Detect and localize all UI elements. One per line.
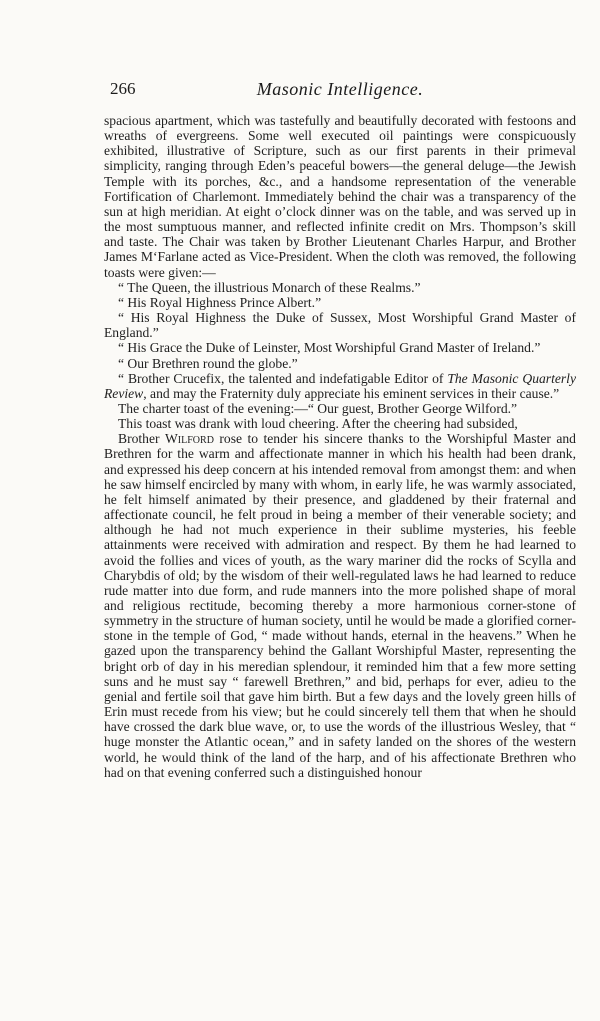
speaker-name: Wilford [164, 431, 214, 447]
body-text [104, 113, 576, 780]
toast-crucefix: “ Brother Crucefix, the talented and indefatigable Editor of The Masonic Quarterly Review, and may the Fraternity duly appreciate his eminent services in their cause.” [104, 370, 576, 401]
toast-duke-of-leinster: “ His Grace the Duke of Leinster, Most Worshipful Grand Master of Ireland.” [118, 340, 541, 356]
paragraph-wilford-speech: Brother Wilford rose to tender his sincere thanks to the Worshipful Master and Brethren for the warm and affectionate manner in which his health had been drank, and expressed his deep concern at his intended removal from amongst them: and when he saw himself encircled by many with whom, in early life, he was warmly associated, he felt himself animated by their presence, and gladdened by their fraternal and affectionate council, he felt proud in being a member of their venerable society; and although he had not much experience in their sublime mysteries, his feeble attainments were received with admiration and respect. By them he had learned to avoid the follies and vices of youth, as the wary mariner did the rocks of Scylla and Charybdis of old; by the wisdom of their well-regulated laws he had learned to reduce rude matter into due form, and rude manners into the more polished shape of moral and religious rectitude, becoming thereby a more harmonious corner-stone of symmetry in the structure of human society, until he would be made a glorified corner-stone in the temple of God, “ made without hands, eternal in the heavens.” When he gazed upon the transparency behind the Gallant Worshipful Master, representing the bright orb of day in his meredian splendour, it reminded him that a few more setting suns and he must say “ farewell Brethren,” and bid, perhaps for ever, adieu to the genial and fertile soil that gave him birth. But a few days and the lovely green hills of Erin must recede from his view; but he could sincerely tell them that when he should have crossed the dark blue wave, or, to use the words of the illustrious Wesley, that “ huge monster the Atlantic ocean,” and in safety landed on the shores of the western world, he would think of the land of the harp, and of his affectionate Brethren who had on that evening conferred such a distinguished honour [104, 431, 576, 780]
page-number: 266 [110, 79, 136, 98]
paragraph-cheering: This toast was drank with loud cheering. After the cheering had subsided, [118, 416, 518, 432]
toast-brethren: “ Our Brethren round the globe.” [118, 355, 298, 371]
page-header [104, 79, 576, 105]
toast-queen: “ The Queen, the illustrious Monarch of these Realms.” [118, 279, 421, 295]
journal-title: The Masonic Quarterly Review [104, 370, 576, 401]
toast-duke-of-sussex: “ His Royal Highness the Duke of Sussex, Most Worshipful Grand Master of England.” [104, 310, 576, 341]
running-title: Masonic Intelligence. [256, 79, 424, 99]
charter-toast: The charter toast of the evening:—“ Our guest, Brother George Wilford.” [118, 400, 518, 416]
toast-prince-albert: “ His Royal Highness Prince Albert.” [118, 294, 322, 310]
paragraph-decorations: spacious apartment, which was tastefully and beautifully decorated with festoons and wreaths of evergreens. Some well executed oil paintings were conspicuously exhibited, illustrative of Scripture, such as our first parents in their primeval simplicity, ranging through Eden’s peaceful bowers—the general deluge—the Jewish Temple with its porches, &c., and a handsome representation of the venerable Fortification of Charlemont. Immediately behind the chair was a transparency of the sun at high meridian. At eight o’clock dinner was on the table, and was served up in the most sumptuous manner, and reflected infinite credit on Mrs. Thompson’s skill and taste. The Chair was taken by Brother Lieutenant Charles Harpur, and Brother James M‘Farlane acted as Vice-President. When the cloth was removed, the following toasts were given:— [104, 113, 576, 280]
